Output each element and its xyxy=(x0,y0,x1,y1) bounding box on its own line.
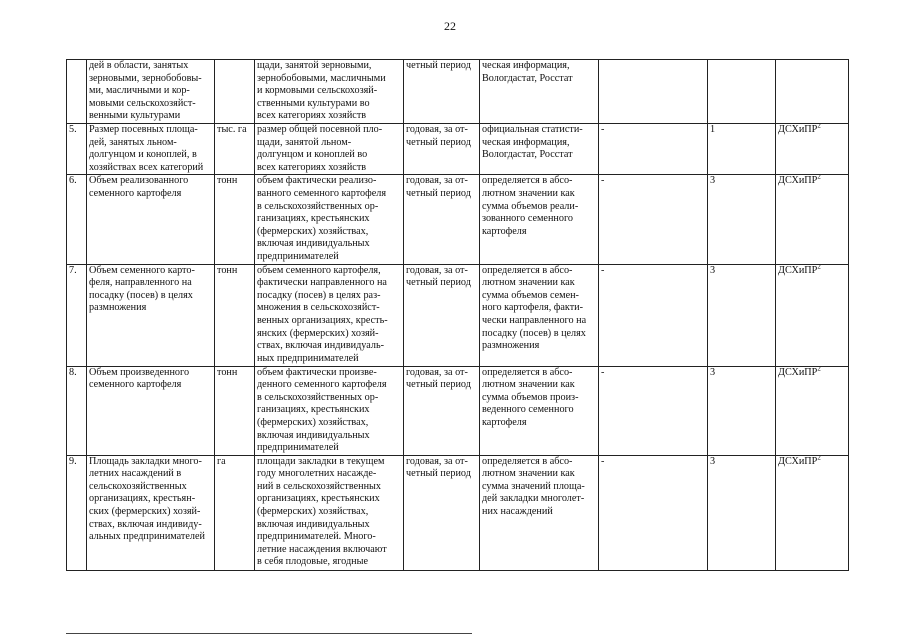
cell-col7 xyxy=(599,264,708,366)
cell-col9 xyxy=(776,455,849,570)
cell-col8-text: 3 xyxy=(710,264,716,276)
cell-num xyxy=(67,455,87,570)
table-row xyxy=(67,175,849,264)
cell-col7-text: - xyxy=(601,455,605,467)
cell-num xyxy=(67,175,87,264)
cell-method xyxy=(480,366,599,455)
cell-name xyxy=(87,264,215,366)
cell-definition xyxy=(255,455,404,570)
cell-col7 xyxy=(599,455,708,570)
cell-period-text: четный период xyxy=(406,60,471,71)
cell-unit xyxy=(215,175,255,264)
cell-method xyxy=(480,264,599,366)
cell-col8 xyxy=(708,175,776,264)
cell-period xyxy=(404,366,480,455)
cell-definition xyxy=(255,264,404,366)
cell-col7 xyxy=(599,60,708,124)
cell-num-text: 6. xyxy=(69,175,77,187)
cell-definition-text: щади, занятой зерновыми, зернобобовыми, масличными и кормовыми сельскохозяй- ственными культурами во всех категориях хозяйств xyxy=(257,60,386,122)
cell-definition xyxy=(255,124,404,175)
cell-col9-text: ДСХиПР xyxy=(778,124,818,135)
cell-col9 xyxy=(776,124,849,175)
cell-col7 xyxy=(599,124,708,175)
table-row xyxy=(67,124,849,175)
cell-name-text: Размер посевных площа- дей, занятых льном- долгунцом и коноплей, в хозяйствах всех категорий xyxy=(89,124,204,173)
cell-col7-text: - xyxy=(601,264,605,276)
cell-col7-text: - xyxy=(601,124,605,135)
cell-col9 xyxy=(776,60,849,124)
cell-col8-text: 3 xyxy=(710,455,716,467)
cell-name xyxy=(87,366,215,455)
cell-unit-text: тонн xyxy=(217,175,238,187)
cell-method xyxy=(480,175,599,264)
table-body xyxy=(67,60,849,571)
cell-col9 xyxy=(776,264,849,366)
cell-method-text: определяется в абсо- лютном значении как сумма объемов реали- зованного семенного картофеля xyxy=(482,175,579,237)
table-row xyxy=(67,60,849,124)
table-row xyxy=(67,264,849,366)
cell-period-text: годовая, за от- четный период xyxy=(406,264,471,289)
cell-col8 xyxy=(708,264,776,366)
cell-num xyxy=(67,366,87,455)
cell-method-text: определяется в абсо- лютном значении как сумма объемов семен- ного картофеля, факти- чески направленного на посадку (посев) в целях размножения xyxy=(482,264,587,352)
footnote-marker: 2 xyxy=(817,264,821,271)
cell-definition-text: объем семенного картофеля, фактически направленного на посадку (посев) в целях раз- множения в сельскохозяйст- венных организациях, кресть- янских (фермерских) хозяй- ствах, включая индивидуаль- ных предпринимателей xyxy=(257,264,388,364)
cell-name xyxy=(87,124,215,175)
cell-period xyxy=(404,124,480,175)
cell-col8 xyxy=(708,124,776,175)
footnote-marker: 2 xyxy=(817,174,821,181)
cell-definition xyxy=(255,366,404,455)
cell-num xyxy=(67,264,87,366)
cell-name-text: Объем произведенного семенного картофеля xyxy=(89,366,190,391)
cell-col7-text: - xyxy=(601,175,605,187)
cell-col8 xyxy=(708,60,776,124)
cell-col9-text: ДСХиПР xyxy=(778,175,818,187)
cell-unit-text: тонн xyxy=(217,264,238,276)
cell-col8 xyxy=(708,455,776,570)
cell-definition xyxy=(255,175,404,264)
cell-unit-text: тонн xyxy=(217,366,238,378)
cell-unit-text: га xyxy=(217,455,226,467)
cell-col8-text: 3 xyxy=(710,366,716,378)
cell-num-text: 8. xyxy=(69,366,77,378)
cell-num-text: 5. xyxy=(69,124,77,135)
cell-period xyxy=(404,175,480,264)
cell-name-text: Объем семенного карто- феля, направленного на посадку (посев) в целях размножения xyxy=(89,264,195,314)
footnote-marker: 2 xyxy=(817,123,821,130)
cell-unit xyxy=(215,60,255,124)
indicators-table xyxy=(66,59,849,571)
cell-period-text: годовая, за от- четный период xyxy=(406,124,471,148)
cell-col9 xyxy=(776,175,849,264)
page-number: 22 xyxy=(444,19,456,33)
cell-unit xyxy=(215,366,255,455)
footnote-marker: 2 xyxy=(817,455,821,462)
cell-name-text: дей в области, занятых зерновыми, зернобобовы- ми, масличными и кор- мовыми сельскохозяйст- венными культурами xyxy=(89,60,202,122)
cell-method xyxy=(480,60,599,124)
cell-unit xyxy=(215,264,255,366)
cell-col9-text: ДСХиПР xyxy=(778,264,818,276)
cell-definition-text: площади закладки в текущем году многолетних насажде- ний в сельскохозяйственных организациях, крестьянских (фермерских) хозяйствах, включая индивидуальных предпринимателей. Много- летние насаждения включают в себя плодовые, ягодные xyxy=(257,455,387,568)
cell-definition-text: объем фактически произве- денного семенного картофеля в сельскохозяйственных ор- ганизациях, крестьянских (фермерских) хозяйствах, включая индивидуальных предпринимателей xyxy=(257,366,387,454)
cell-col9-text: ДСХиПР xyxy=(778,366,818,378)
cell-period xyxy=(404,264,480,366)
footnote-marker: 2 xyxy=(817,366,821,373)
cell-num-text: 9. xyxy=(69,455,77,467)
cell-col8 xyxy=(708,366,776,455)
cell-method-text: определяется в абсо- лютном значении как сумма значений площа- дей закладки многолет- них насаждений xyxy=(482,455,585,518)
cell-period-text: годовая, за от- четный период xyxy=(406,175,471,199)
cell-name xyxy=(87,60,215,124)
cell-name xyxy=(87,455,215,570)
footer-rule xyxy=(66,633,472,634)
cell-period-text: годовая, за от- четный период xyxy=(406,366,471,391)
cell-method-text: ческая информация, Вологдастат, Росстат xyxy=(482,60,573,84)
cell-col7-text: - xyxy=(601,366,605,378)
cell-name xyxy=(87,175,215,264)
cell-method-text: определяется в абсо- лютном значении как сумма объемов произ- веденного семенного картофеля xyxy=(482,366,579,428)
table-row xyxy=(67,366,849,455)
table-row xyxy=(67,455,849,570)
cell-method xyxy=(480,455,599,570)
cell-num xyxy=(67,60,87,124)
cell-unit-text: тыс. га xyxy=(217,124,247,135)
cell-period xyxy=(404,455,480,570)
cell-definition xyxy=(255,60,404,124)
cell-unit xyxy=(215,455,255,570)
cell-definition-text: размер общей посевной пло- щади, занятой льном- долгунцом и коноплей во всех категориях хозяйств xyxy=(257,124,383,173)
cell-num-text: 7. xyxy=(69,264,77,276)
cell-col7 xyxy=(599,366,708,455)
cell-definition-text: объем фактически реализо- ванного семенного картофеля в сельскохозяйственных ор- ганизациях, крестьянских (фермерских) хозяйствах, включая индивидуальных предпринимателей xyxy=(257,175,387,262)
cell-num xyxy=(67,124,87,175)
cell-name-text: Площадь закладки много- летних насаждений в сельскохозяйственных организациях, крестьян- ских (фермерских) хозяй- ствах, включая индивиду- альных предпринимателей xyxy=(89,455,205,543)
cell-period-text: годовая, за от- четный период xyxy=(406,455,471,480)
cell-unit xyxy=(215,124,255,175)
cell-col8-text: 3 xyxy=(710,175,716,187)
cell-col9-text: ДСХиПР xyxy=(778,455,818,467)
cell-col7 xyxy=(599,175,708,264)
cell-method xyxy=(480,124,599,175)
cell-col8-text: 1 xyxy=(710,124,716,135)
cell-col9 xyxy=(776,366,849,455)
cell-name-text: Объем реализованного семенного картофеля xyxy=(89,175,189,199)
cell-method-text: официальная статисти- ческая информация, Вологдастат, Росстат xyxy=(482,124,583,161)
cell-period xyxy=(404,60,480,124)
